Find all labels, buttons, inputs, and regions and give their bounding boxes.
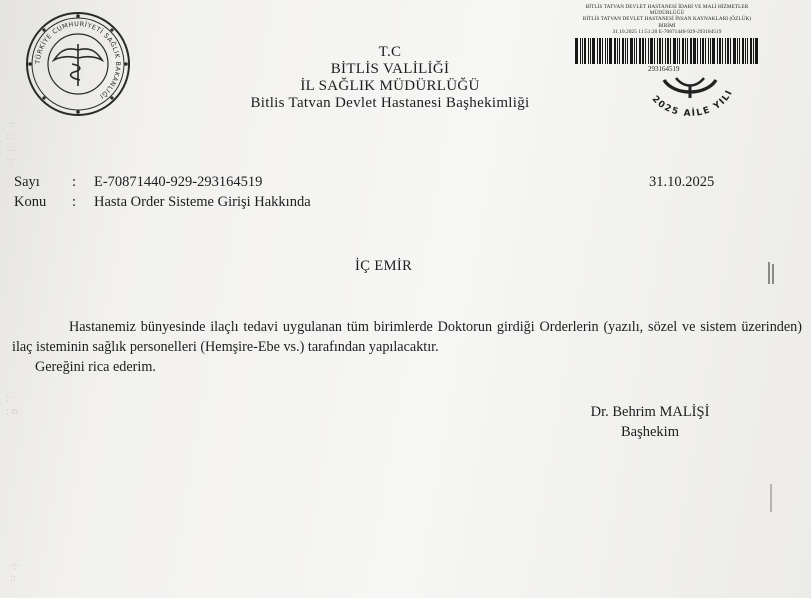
bleed-through-marks: ·:· :: ·.: ·:·	[6, 118, 17, 166]
bleed-through-marks: :· : o	[6, 392, 18, 417]
barcode-stripe	[702, 38, 704, 64]
konu-label: Konu	[14, 194, 47, 210]
sayi-label: Sayı	[14, 174, 40, 190]
barcode-stripe	[747, 38, 748, 64]
document-date: 31.10.2025	[649, 174, 715, 190]
barcode-stripe	[730, 38, 731, 64]
konu-row	[14, 192, 311, 212]
header-line-hospital: Bitlis Tatvan Devlet Hastanesi Başhekimliği	[250, 95, 530, 111]
barcode-stripe	[755, 38, 758, 64]
barcode-stripe	[753, 38, 754, 64]
barcode-stripe	[634, 38, 635, 64]
barcode-stripe	[630, 38, 633, 64]
stamp-line: BİRİMİ	[658, 22, 676, 29]
barcode-stripe	[650, 38, 653, 64]
barcode-stripe	[645, 38, 646, 64]
barcode-stripe	[725, 38, 726, 64]
bleed-through-marks: ·:· ::	[10, 560, 21, 584]
barcode-stripe	[639, 38, 641, 64]
barcode-stripe	[627, 38, 628, 64]
barcode-stripe	[700, 38, 701, 64]
barcode-stripe	[717, 38, 718, 64]
barcode-stripe	[659, 38, 661, 64]
barcode-stripe	[673, 38, 676, 64]
barcode-stripe	[605, 38, 606, 64]
konu-colon: :	[72, 194, 77, 210]
header-line-tc: T.C	[378, 44, 402, 60]
barcode-stripe	[739, 38, 740, 64]
barcode-stripe	[733, 38, 736, 64]
barcode-stripe	[665, 38, 666, 64]
barcode-stripe	[575, 38, 578, 64]
edge-mark	[768, 262, 770, 284]
barcode-stripe	[588, 38, 589, 64]
barcode-stripe	[667, 38, 669, 64]
barcode-number: 293164519	[648, 65, 680, 74]
barcode-stripe	[597, 38, 598, 64]
barcode-stripe	[614, 38, 616, 64]
barcode-stripe	[722, 38, 723, 64]
signer-role: Başhekim	[621, 424, 679, 440]
sayi-row	[14, 172, 311, 192]
barcode-stripe	[712, 38, 715, 64]
edge-mark	[772, 264, 774, 284]
body-paragraph: Gereğini rica ederim.	[35, 359, 156, 375]
aile-yili-logo-icon	[640, 72, 740, 128]
konu-value: Hasta Order Sisteme Girişi Hakkında	[94, 194, 311, 210]
barcode-stripe	[682, 38, 684, 64]
barcode-stripe	[679, 38, 680, 64]
barcode-stripe	[582, 38, 583, 64]
header-line-valilik: BİTLİS VALİLİĞİ	[330, 61, 450, 77]
barcode-stripe	[622, 38, 624, 64]
stamp-line: MÜDÜRLÜĞÜ	[649, 10, 685, 17]
edge-mark	[770, 484, 772, 512]
barcode-stripe	[750, 38, 752, 64]
barcode-stripe	[654, 38, 655, 64]
letterhead	[230, 44, 550, 112]
stamp-line: 31.10.2025 11:51:20 E-70871440-929-293164519	[612, 28, 722, 35]
body-paragraph: Hastanemiz bünyesinde ilaçlı tedavi uygulanan tüm birimlerde Doktorun girdiği Orderlerin (yazılı, sözel ve sistem üzerinden) ilaç isteminin sağlık personelleri (Hemşire-Ebe vs.) tarafından yapılacaktır.	[12, 319, 802, 355]
barcode-stripe	[617, 38, 618, 64]
barcode-stripe	[685, 38, 686, 64]
barcode-stripe	[592, 38, 595, 64]
barcode-stripe	[590, 38, 591, 64]
barcode-stripe	[648, 38, 649, 64]
document-body	[12, 317, 802, 377]
barcode-stripe	[710, 38, 711, 64]
barcode-stripe	[727, 38, 729, 64]
barcode-stripe	[642, 38, 644, 64]
barcode-stripe	[742, 38, 744, 64]
header-line-mudurluk: İL SAĞLIK MÜDÜRLÜĞÜ	[300, 78, 480, 94]
barcode-stripe	[705, 38, 706, 64]
document-stamp	[552, 4, 782, 73]
barcode-stripe	[687, 38, 688, 64]
barcode-stripe	[662, 38, 663, 64]
ministry-of-health-seal-icon	[24, 10, 132, 118]
sayi-value: E-70871440-929-293164519	[94, 174, 263, 190]
barcode-stripe	[737, 38, 738, 64]
aile-yili-text: 2025 AİLE YILI	[649, 88, 736, 119]
barcode-stripe	[580, 38, 581, 64]
barcode-stripe	[657, 38, 658, 64]
barcode-stripe	[719, 38, 721, 64]
signature-block	[570, 402, 730, 442]
barcode-stripe	[607, 38, 608, 64]
barcode-stripe	[745, 38, 746, 64]
stamp-line: BİTLİS TATVAN DEVLET HASTANESİ İDARİ VE MALİ HİZMETLER	[585, 4, 749, 10]
barcode-stripe	[693, 38, 696, 64]
signer-name: Dr. Behrim MALİŞİ	[590, 404, 710, 420]
barcode-stripe	[602, 38, 603, 64]
document-meta	[14, 172, 311, 212]
barcode-stripe	[690, 38, 692, 64]
stamp-line: BİTLİS TATVAN DEVLET HASTANESİ İNSAN KAYNAKLARI (ÖZLÜK)	[582, 16, 752, 23]
barcode-stripe	[636, 38, 637, 64]
barcode-stripe	[670, 38, 671, 64]
barcode-icon	[559, 38, 775, 64]
barcode-stripe	[599, 38, 601, 64]
document-title: İÇ EMİR	[355, 258, 413, 274]
barcode-stripe	[677, 38, 678, 64]
barcode-stripe	[697, 38, 698, 64]
barcode-stripe	[708, 38, 709, 64]
barcode-stripe	[625, 38, 626, 64]
barcode-stripe	[609, 38, 612, 64]
barcode-stripe	[619, 38, 620, 64]
sayi-colon: :	[72, 174, 77, 190]
barcode-stripe	[584, 38, 586, 64]
seal-ring-text: TÜRKİYE CUMHURİYETİ SAĞLIK BAKANLIĞI	[33, 19, 123, 101]
